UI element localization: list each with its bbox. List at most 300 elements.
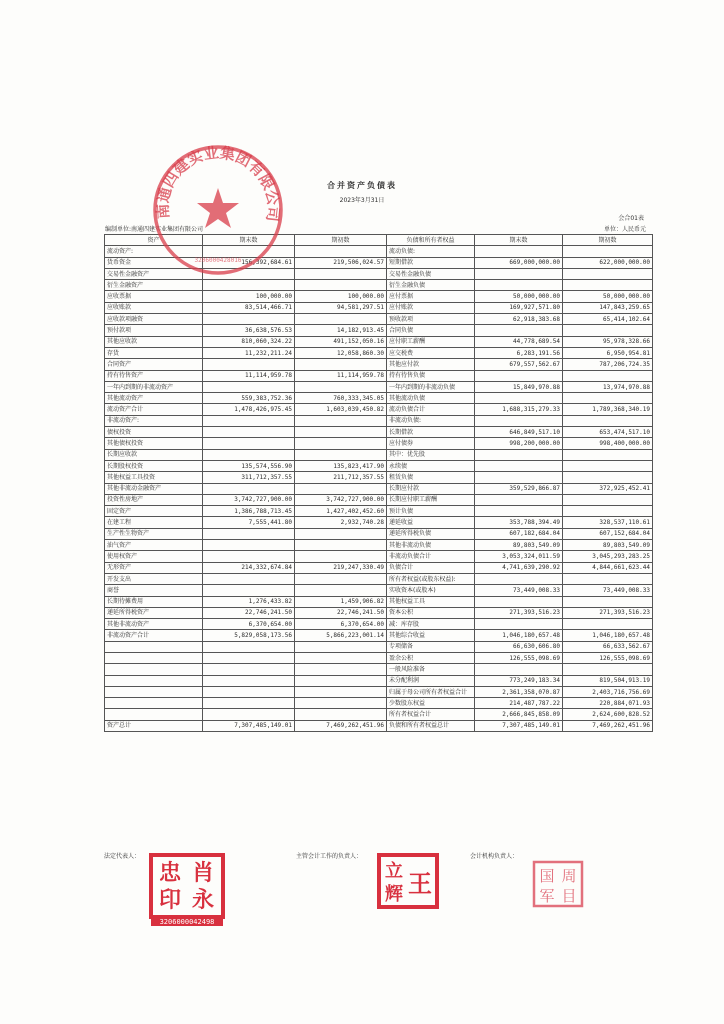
amount-cell: 3,742,727,900.00 bbox=[295, 494, 387, 505]
item-label-cell: 流动负债合计 bbox=[387, 404, 475, 415]
item-label-cell: 流动资产: bbox=[105, 246, 203, 257]
legal-representative-label: 法定代表人： bbox=[104, 853, 141, 860]
amount-cell: 44,778,689.54 bbox=[475, 336, 563, 347]
amount-cell: 559,383,752.36 bbox=[203, 393, 295, 404]
item-label-cell: 一年内到期的非流动负债 bbox=[387, 381, 475, 392]
table-row bbox=[105, 540, 653, 551]
report-title: 合并资产负债表 bbox=[327, 181, 397, 190]
amount-cell: 1,478,426,975.45 bbox=[203, 404, 295, 415]
item-label-cell: 资产总计 bbox=[105, 720, 203, 731]
table-row bbox=[105, 472, 653, 483]
amount-cell: 94,581,297.51 bbox=[295, 302, 387, 313]
amount-cell bbox=[203, 483, 295, 494]
amount-cell bbox=[203, 585, 295, 596]
table-row bbox=[105, 370, 653, 381]
company-seal-text: 南通四建实业集团有限公司 bbox=[153, 143, 283, 223]
amount-cell bbox=[295, 698, 387, 709]
amount-cell bbox=[475, 460, 563, 471]
amount-cell: 1,603,039,450.82 bbox=[295, 404, 387, 415]
accounting-dept-head-label: 会计机构负责人： bbox=[470, 853, 519, 860]
amount-cell bbox=[203, 359, 295, 370]
amount-cell: 6,370,654.00 bbox=[295, 619, 387, 630]
item-label-cell: 其中：优先股 bbox=[387, 449, 475, 460]
amount-cell: 214,487,787.22 bbox=[475, 698, 563, 709]
item-label-cell: 衍生金融负债 bbox=[387, 280, 475, 291]
amount-cell: 1,386,788,713.45 bbox=[203, 506, 295, 517]
amount-cell: 36,638,576.53 bbox=[203, 325, 295, 336]
amount-cell: 653,474,517.10 bbox=[563, 427, 653, 438]
item-label-cell: 流动负债: bbox=[387, 246, 475, 257]
amount-cell bbox=[295, 314, 387, 325]
amount-cell bbox=[563, 449, 653, 460]
amount-cell bbox=[295, 551, 387, 562]
amount-cell bbox=[203, 449, 295, 460]
amount-cell: 998,400,000.00 bbox=[563, 438, 653, 449]
column-header: 资产 bbox=[105, 235, 203, 246]
item-label-cell: 持有待售资产 bbox=[105, 370, 203, 381]
table-row bbox=[105, 438, 653, 449]
amount-cell bbox=[203, 280, 295, 291]
amount-cell bbox=[295, 381, 387, 392]
item-label-cell: 长期应收款 bbox=[105, 449, 203, 460]
amount-cell: 13,974,970.88 bbox=[563, 381, 653, 392]
item-label-cell: 其他综合收益 bbox=[387, 630, 475, 641]
amount-cell bbox=[295, 540, 387, 551]
item-label-cell: 应收账款 bbox=[105, 302, 203, 313]
amount-cell bbox=[203, 528, 295, 539]
amount-cell: 11,232,211.24 bbox=[203, 347, 295, 358]
column-header: 期初数 bbox=[295, 235, 387, 246]
amount-cell bbox=[563, 325, 653, 336]
amount-cell: 1,276,433.82 bbox=[203, 596, 295, 607]
table-row bbox=[105, 494, 653, 505]
amount-cell bbox=[295, 268, 387, 279]
accounting-dept-head-seal bbox=[532, 860, 584, 908]
item-label-cell: 其他流动资产 bbox=[105, 393, 203, 404]
table-row bbox=[105, 393, 653, 404]
amount-cell: 6,283,191.56 bbox=[475, 347, 563, 358]
item-label-cell bbox=[105, 641, 203, 652]
amount-cell bbox=[563, 460, 653, 471]
amount-cell bbox=[295, 483, 387, 494]
amount-cell bbox=[475, 268, 563, 279]
table-row bbox=[105, 709, 653, 720]
table-row bbox=[105, 483, 653, 494]
item-label-cell: 递延收益 bbox=[387, 517, 475, 528]
item-label-cell: 负债合计 bbox=[387, 562, 475, 573]
amount-cell bbox=[203, 438, 295, 449]
amount-cell bbox=[475, 370, 563, 381]
amount-cell: 1,459,906.82 bbox=[295, 596, 387, 607]
table-row bbox=[105, 336, 653, 347]
amount-cell: 2,403,716,756.69 bbox=[563, 686, 653, 697]
table-row bbox=[105, 415, 653, 426]
amount-cell: 14,182,913.45 bbox=[295, 325, 387, 336]
amount-cell: 65,414,102.64 bbox=[563, 314, 653, 325]
item-label-cell bbox=[105, 664, 203, 675]
seal-char: 忠 bbox=[158, 861, 182, 886]
amount-cell bbox=[295, 641, 387, 652]
item-label-cell: 商誉 bbox=[105, 585, 203, 596]
amount-cell: 819,504,913.19 bbox=[563, 675, 653, 686]
item-label-cell: 所有者权益合计 bbox=[387, 709, 475, 720]
item-label-cell: 交易性金融资产 bbox=[105, 268, 203, 279]
amount-cell bbox=[563, 619, 653, 630]
amount-cell bbox=[563, 506, 653, 517]
item-label-cell: 应收票据 bbox=[105, 291, 203, 302]
accounting-head-seal bbox=[376, 852, 440, 910]
item-label-cell: 应付职工薪酬 bbox=[387, 336, 475, 347]
item-label-cell: 其他流动负债 bbox=[387, 393, 475, 404]
amount-cell: 219,506,024.57 bbox=[295, 257, 387, 268]
item-label-cell: 开发支出 bbox=[105, 573, 203, 584]
table-row bbox=[105, 698, 653, 709]
item-label-cell bbox=[105, 686, 203, 697]
item-label-cell: 递延所得税负债 bbox=[387, 528, 475, 539]
table-row bbox=[105, 664, 653, 675]
amount-cell bbox=[475, 393, 563, 404]
amount-cell bbox=[203, 314, 295, 325]
table-row bbox=[105, 381, 653, 392]
amount-cell: 760,333,345.05 bbox=[295, 393, 387, 404]
amount-cell bbox=[295, 246, 387, 257]
amount-cell bbox=[295, 652, 387, 663]
item-label-cell: 应收款项融资 bbox=[105, 314, 203, 325]
item-label-cell: 所有者权益(或股东权益): bbox=[387, 573, 475, 584]
table-row bbox=[105, 325, 653, 336]
item-label-cell: 租赁负债 bbox=[387, 472, 475, 483]
seal-code: 3206000042498 bbox=[159, 918, 215, 926]
seal-char: 周 bbox=[561, 867, 577, 885]
amount-cell: 214,332,674.84 bbox=[203, 562, 295, 573]
seal-char: 永 bbox=[191, 888, 215, 913]
amount-cell bbox=[563, 268, 653, 279]
amount-cell: 359,529,866.87 bbox=[475, 483, 563, 494]
table-row bbox=[105, 314, 653, 325]
amount-cell bbox=[475, 494, 563, 505]
item-label-cell: 减：库存股 bbox=[387, 619, 475, 630]
amount-cell: 787,206,724.35 bbox=[563, 359, 653, 370]
amount-cell: 810,060,324.22 bbox=[203, 336, 295, 347]
amount-cell: 607,182,684.04 bbox=[475, 528, 563, 539]
amount-cell: 2,624,600,828.52 bbox=[563, 709, 653, 720]
amount-cell bbox=[563, 664, 653, 675]
amount-cell bbox=[295, 280, 387, 291]
amount-cell: 7,469,262,451.96 bbox=[295, 720, 387, 731]
table-row bbox=[105, 619, 653, 630]
item-label-cell: 少数股东权益 bbox=[387, 698, 475, 709]
column-header: 负债和所有者权益 bbox=[387, 235, 475, 246]
amount-cell: 271,393,516.23 bbox=[563, 607, 653, 618]
table-row bbox=[105, 359, 653, 370]
amount-cell: 89,803,549.09 bbox=[475, 540, 563, 551]
amount-cell: 211,712,357.55 bbox=[295, 472, 387, 483]
amount-cell bbox=[295, 415, 387, 426]
amount-cell: 773,249,183.34 bbox=[475, 675, 563, 686]
amount-cell bbox=[203, 664, 295, 675]
amount-cell bbox=[295, 427, 387, 438]
amount-cell bbox=[295, 573, 387, 584]
amount-cell: 156,392,684.61 bbox=[203, 257, 295, 268]
seal-char: 国 bbox=[539, 867, 555, 885]
seal-char: 肖 bbox=[191, 861, 215, 886]
item-label-cell: 其他非流动负债 bbox=[387, 540, 475, 551]
seal-char: 军 bbox=[539, 887, 555, 905]
amount-cell bbox=[203, 573, 295, 584]
table-row bbox=[105, 573, 653, 584]
item-label-cell: 预付款项 bbox=[105, 325, 203, 336]
amount-cell: 147,843,259.65 bbox=[563, 302, 653, 313]
amount-cell bbox=[475, 506, 563, 517]
amount-cell: 73,449,008.33 bbox=[475, 585, 563, 596]
amount-cell: 2,666,845,858.09 bbox=[475, 709, 563, 720]
amount-cell: 12,058,860.30 bbox=[295, 347, 387, 358]
amount-cell bbox=[475, 573, 563, 584]
table-row bbox=[105, 528, 653, 539]
amount-cell: 100,000.00 bbox=[203, 291, 295, 302]
item-label-cell: 使用权资产 bbox=[105, 551, 203, 562]
item-label-cell: 负债和所有者权益总计 bbox=[387, 720, 475, 731]
amount-cell: 6,370,654.00 bbox=[203, 619, 295, 630]
item-label-cell: 投资性房地产 bbox=[105, 494, 203, 505]
amount-cell bbox=[563, 573, 653, 584]
item-label-cell: 流动资产合计 bbox=[105, 404, 203, 415]
item-label-cell: 债权投资 bbox=[105, 427, 203, 438]
table-row bbox=[105, 347, 653, 358]
amount-cell bbox=[475, 596, 563, 607]
table-row bbox=[105, 652, 653, 663]
amount-cell: 1,789,368,340.19 bbox=[563, 404, 653, 415]
amount-cell bbox=[203, 415, 295, 426]
table-row bbox=[105, 460, 653, 471]
amount-cell: 22,746,241.50 bbox=[203, 607, 295, 618]
amount-cell: 679,557,562.67 bbox=[475, 359, 563, 370]
table-row bbox=[105, 404, 653, 415]
amount-cell: 15,849,970.88 bbox=[475, 381, 563, 392]
amount-cell: 7,307,485,149.01 bbox=[203, 720, 295, 731]
item-label-cell: 专项储备 bbox=[387, 641, 475, 652]
accounting-head-label: 主管会计工作的负责人： bbox=[296, 853, 363, 860]
item-label-cell: 合同资产 bbox=[105, 359, 203, 370]
item-label-cell: 实收资本(或股本) bbox=[387, 585, 475, 596]
amount-cell: 3,742,727,900.00 bbox=[203, 494, 295, 505]
item-label-cell: 永续债 bbox=[387, 460, 475, 471]
item-label-cell: 衍生金融资产 bbox=[105, 280, 203, 291]
amount-cell bbox=[203, 686, 295, 697]
amount-cell bbox=[475, 415, 563, 426]
amount-cell bbox=[563, 370, 653, 381]
item-label-cell: 一般风险准备 bbox=[387, 664, 475, 675]
item-label-cell: 应付债券 bbox=[387, 438, 475, 449]
item-label-cell: 长期股权投资 bbox=[105, 460, 203, 471]
table-row bbox=[105, 517, 653, 528]
amount-cell bbox=[295, 438, 387, 449]
amount-cell bbox=[295, 528, 387, 539]
item-label-cell: 未分配利润 bbox=[387, 675, 475, 686]
amount-cell bbox=[295, 709, 387, 720]
amount-cell: 5,866,223,001.14 bbox=[295, 630, 387, 641]
amount-cell: 1,688,315,279.33 bbox=[475, 404, 563, 415]
item-label-cell bbox=[105, 698, 203, 709]
amount-cell: 3,045,293,283.25 bbox=[563, 551, 653, 562]
item-label-cell: 一年内到期的非流动资产 bbox=[105, 381, 203, 392]
balance-sheet-table bbox=[104, 234, 653, 732]
company-seal-code: 3206000428016 bbox=[194, 257, 242, 264]
table-row bbox=[105, 686, 653, 697]
item-label-cell: 其他非流动资产 bbox=[105, 619, 203, 630]
item-label-cell: 固定资产 bbox=[105, 506, 203, 517]
amount-cell bbox=[295, 675, 387, 686]
amount-cell bbox=[475, 280, 563, 291]
amount-cell: 4,844,661,623.44 bbox=[563, 562, 653, 573]
item-label-cell: 长期待摊费用 bbox=[105, 596, 203, 607]
amount-cell: 7,469,262,451.96 bbox=[563, 720, 653, 731]
amount-cell bbox=[203, 540, 295, 551]
table-row bbox=[105, 596, 653, 607]
item-label-cell: 非流动资产: bbox=[105, 415, 203, 426]
company-name: 南通四建实业集团有限公司 bbox=[131, 226, 204, 233]
amount-cell: 271,393,516.23 bbox=[475, 607, 563, 618]
amount-cell bbox=[203, 709, 295, 720]
legal-representative-seal bbox=[148, 852, 226, 928]
amount-cell bbox=[203, 675, 295, 686]
item-label-cell bbox=[105, 709, 203, 720]
item-label-cell: 长期应付职工薪酬 bbox=[387, 494, 475, 505]
amount-cell: 22,746,241.50 bbox=[295, 607, 387, 618]
amount-cell: 1,046,180,657.48 bbox=[563, 630, 653, 641]
amount-cell: 646,849,517.10 bbox=[475, 427, 563, 438]
item-label-cell: 非流动负债: bbox=[387, 415, 475, 426]
amount-cell: 62,918,383.68 bbox=[475, 314, 563, 325]
table-row bbox=[105, 585, 653, 596]
amount-cell: 126,555,098.69 bbox=[563, 652, 653, 663]
amount-cell: 50,000,000.00 bbox=[563, 291, 653, 302]
item-label-cell: 油气资产 bbox=[105, 540, 203, 551]
amount-cell bbox=[475, 449, 563, 460]
amount-cell bbox=[203, 381, 295, 392]
amount-cell: 622,000,000.00 bbox=[563, 257, 653, 268]
item-label-cell: 无形资产 bbox=[105, 562, 203, 573]
amount-cell: 1,046,180,657.48 bbox=[475, 630, 563, 641]
amount-cell: 7,307,485,149.01 bbox=[475, 720, 563, 731]
item-label-cell bbox=[105, 652, 203, 663]
seal-char: 辉 bbox=[385, 884, 403, 905]
column-header: 期末数 bbox=[203, 235, 295, 246]
item-label-cell: 其他权益工具投资 bbox=[105, 472, 203, 483]
item-label-cell: 短期借款 bbox=[387, 257, 475, 268]
amount-cell bbox=[475, 619, 563, 630]
item-label-cell: 在建工程 bbox=[105, 517, 203, 528]
item-label-cell: 存货 bbox=[105, 347, 203, 358]
amount-cell: 50,000,000.00 bbox=[475, 291, 563, 302]
amount-cell: 100,000.00 bbox=[295, 291, 387, 302]
item-label-cell: 预收款项 bbox=[387, 314, 475, 325]
item-label-cell: 预计负债 bbox=[387, 506, 475, 517]
amount-cell bbox=[295, 664, 387, 675]
amount-cell: 89,803,549.09 bbox=[563, 540, 653, 551]
amount-cell: 66,633,562.67 bbox=[563, 641, 653, 652]
table-row bbox=[105, 641, 653, 652]
item-label-cell: 货币资金 bbox=[105, 257, 203, 268]
amount-cell bbox=[203, 652, 295, 663]
item-label-cell: 长期借款 bbox=[387, 427, 475, 438]
table-row bbox=[105, 427, 653, 438]
table-row bbox=[105, 675, 653, 686]
amount-cell: 328,537,110.61 bbox=[563, 517, 653, 528]
amount-cell: 6,950,954.81 bbox=[563, 347, 653, 358]
amount-cell bbox=[203, 551, 295, 562]
seal-char: 王 bbox=[408, 870, 432, 898]
table-row bbox=[105, 291, 653, 302]
item-label-cell: 非流动负债合计 bbox=[387, 551, 475, 562]
amount-cell: 95,978,328.66 bbox=[563, 336, 653, 347]
item-label-cell: 其他债权投资 bbox=[105, 438, 203, 449]
item-label-cell: 应交税费 bbox=[387, 347, 475, 358]
amount-cell: 372,925,452.41 bbox=[563, 483, 653, 494]
item-label-cell: 递延所得税资产 bbox=[105, 607, 203, 618]
amount-cell: 1,427,402,452.60 bbox=[295, 506, 387, 517]
item-label-cell: 盈余公积 bbox=[387, 652, 475, 663]
item-label-cell: 其他权益工具 bbox=[387, 596, 475, 607]
amount-cell: 135,574,556.90 bbox=[203, 460, 295, 471]
item-label-cell bbox=[105, 675, 203, 686]
item-label-cell: 生产性生物资产 bbox=[105, 528, 203, 539]
form-number: 会合01表 bbox=[618, 215, 644, 222]
amount-cell: 219,247,330.49 bbox=[295, 562, 387, 573]
amount-cell bbox=[563, 246, 653, 257]
amount-cell: 83,514,466.71 bbox=[203, 302, 295, 313]
amount-cell bbox=[295, 359, 387, 370]
amount-cell bbox=[203, 641, 295, 652]
company-label: 编制单位: bbox=[105, 226, 132, 233]
amount-cell bbox=[563, 494, 653, 505]
column-header: 期末数 bbox=[475, 235, 563, 246]
currency-unit: 单位：人民币元 bbox=[603, 226, 646, 233]
amount-cell: 4,741,639,290.92 bbox=[475, 562, 563, 573]
amount-cell: 3,053,324,011.59 bbox=[475, 551, 563, 562]
amount-cell: 5,829,058,173.56 bbox=[203, 630, 295, 641]
amount-cell: 169,927,571.80 bbox=[475, 302, 563, 313]
item-label-cell: 非流动资产合计 bbox=[105, 630, 203, 641]
table-row bbox=[105, 562, 653, 573]
amount-cell bbox=[563, 393, 653, 404]
item-label-cell: 资本公积 bbox=[387, 607, 475, 618]
table-row bbox=[105, 607, 653, 618]
item-label-cell: 应付票据 bbox=[387, 291, 475, 302]
amount-cell: 11,114,959.78 bbox=[203, 370, 295, 381]
amount-cell bbox=[475, 325, 563, 336]
amount-cell: 11,114,959.78 bbox=[295, 370, 387, 381]
column-header: 期初数 bbox=[563, 235, 653, 246]
amount-cell bbox=[563, 280, 653, 291]
amount-cell bbox=[475, 472, 563, 483]
seal-char: 印 bbox=[158, 888, 182, 913]
amount-cell: 2,361,358,070.87 bbox=[475, 686, 563, 697]
item-label-cell: 其他非流动金融资产 bbox=[105, 483, 203, 494]
amount-cell bbox=[563, 415, 653, 426]
table-row bbox=[105, 506, 653, 517]
amount-cell: 126,555,098.69 bbox=[475, 652, 563, 663]
amount-cell: 491,152,050.16 bbox=[295, 336, 387, 347]
company-seal-stamp bbox=[148, 140, 288, 280]
amount-cell bbox=[295, 686, 387, 697]
item-label-cell: 其他应付款 bbox=[387, 359, 475, 370]
amount-cell bbox=[475, 664, 563, 675]
amount-cell: 353,788,394.49 bbox=[475, 517, 563, 528]
table-row bbox=[105, 551, 653, 562]
item-label-cell: 合同负债 bbox=[387, 325, 475, 336]
table-row bbox=[105, 720, 653, 731]
